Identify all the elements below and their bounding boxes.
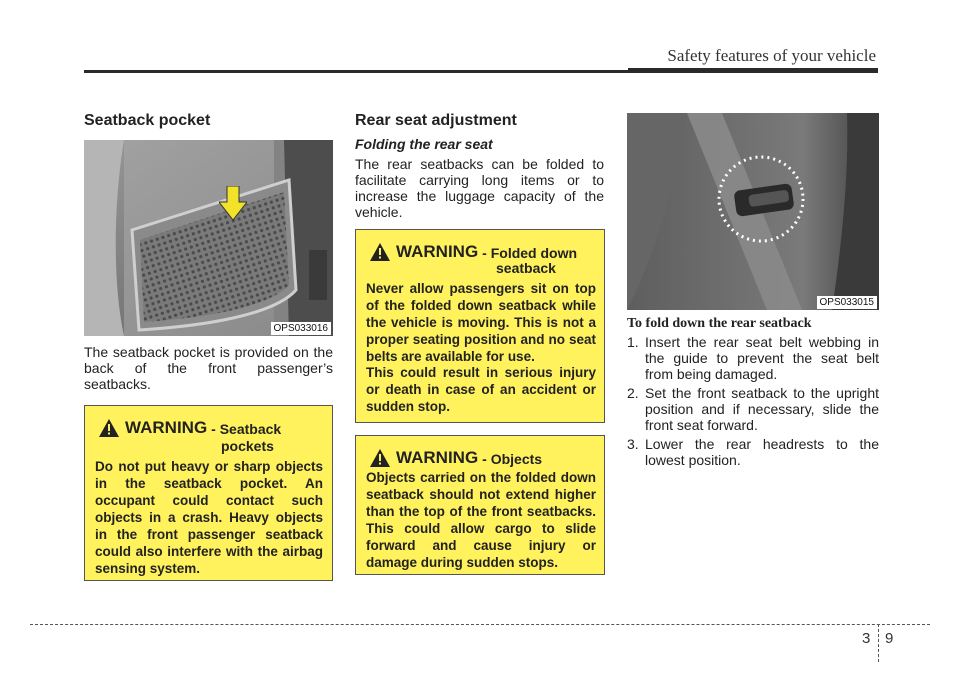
warning-text: Objects carried on the folded down seatback should not extend higher than the top of the front seatbacks. This could allow cargo to slide forward and cause injury or damage during sudden stops.	[366, 470, 596, 570]
photo-caption: OPS033015	[817, 296, 878, 309]
procedure-steps	[627, 334, 879, 471]
section-title-rear-seat-adjustment: Rear seat adjustment	[355, 112, 517, 129]
warning-box-seatback-pockets	[84, 405, 333, 581]
warning-box-folded-down-seatback	[355, 229, 605, 423]
warning-heading	[99, 418, 281, 438]
page-number: 9	[885, 630, 894, 647]
warning-text: Never allow passengers sit on top of the folded down seatback while the vehicle is moving. This is not a proper seating position and no seat belts are available for use.	[366, 281, 596, 364]
warning-text: Do not put heavy or sharp objects in the seatback pocket. An occupant could contact such objects in a crash. Heavy objects in the front passenger seatback could also interfere with the airbag sensing system.	[95, 459, 323, 576]
section-title-seatback-pocket: Seatback pocket	[84, 112, 211, 129]
procedure-heading: To fold down the rear seatback	[627, 316, 812, 331]
warning-topic: - Objects	[482, 451, 543, 467]
warning-topic: - Seatback	[211, 421, 282, 437]
seatback-pocket-photo	[84, 140, 333, 336]
chapter-number: 3	[862, 630, 871, 647]
warning-heading	[370, 242, 577, 262]
warning-triangle-icon	[370, 449, 390, 467]
warning-triangle-icon	[99, 419, 119, 437]
warning-triangle-icon	[370, 243, 390, 261]
warning-heading	[370, 448, 542, 468]
warning-topic-continued: pockets	[221, 438, 274, 454]
footer-rule	[30, 624, 930, 625]
footer-divider	[878, 624, 879, 662]
seatback-pocket-illustration	[84, 140, 333, 336]
list-item: 1. Insert the rear seat belt webbing in the guide to prevent the seat belt from being damaged.	[627, 334, 879, 382]
photo-caption: OPS033016	[271, 322, 332, 335]
warning-text-consequence: This could result in serious injury or death in case of an accident or sudden stop.	[366, 365, 596, 414]
warning-label: WARNING	[396, 242, 479, 261]
warning-topic-continued: seatback	[496, 260, 556, 276]
warning-box-objects	[355, 435, 605, 575]
list-item: 3. Lower the rear headrests to the lowest position.	[627, 436, 879, 468]
warning-label: WARNING	[396, 448, 479, 467]
seatback-pocket-description: The seatback pocket is provided on the back of the front passenger’s seatbacks.	[84, 344, 333, 392]
seatbelt-guide-illustration	[627, 113, 879, 310]
list-item: 2. Set the front seatback to the upright position and if necessary, slide the front seat forward.	[627, 385, 879, 433]
warning-label: WARNING	[125, 418, 208, 437]
subsection-title-folding: Folding the rear seat	[355, 136, 493, 152]
rear-seat-description: The rear seatbacks can be folded to facilitate carrying long items or to increase the luggage capacity of the vehicle.	[355, 156, 604, 220]
header-rule-accent	[628, 68, 878, 73]
running-header: Safety features of your vehicle	[667, 46, 876, 65]
rear-seatbelt-guide-photo	[627, 113, 879, 310]
warning-topic: - Folded down	[482, 245, 578, 261]
down-arrow-icon	[219, 186, 247, 220]
